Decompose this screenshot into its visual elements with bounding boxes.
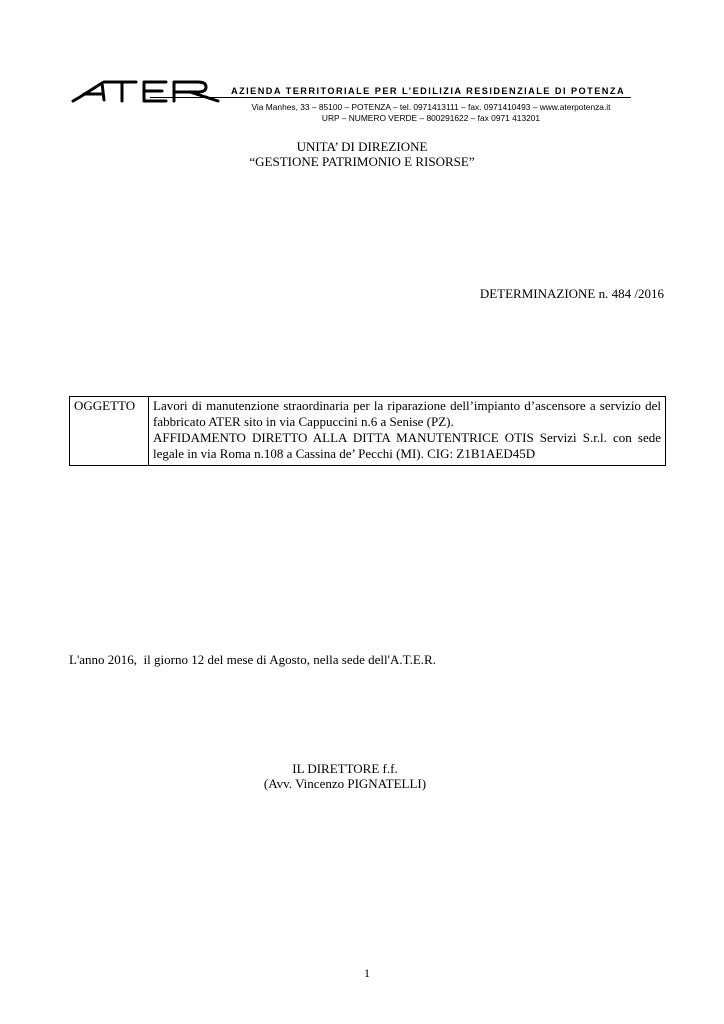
subject-label: OGGETTO [70, 397, 149, 466]
address-line-2: URP – NUMERO VERDE – 800291622 – fax 0971 413201 [321, 113, 541, 123]
page-number: 1 [364, 966, 370, 980]
determination-number: DETERMINAZIONE n. 484 /2016 [479, 286, 664, 301]
ater-logo [70, 78, 220, 104]
subject-text-cell [149, 397, 666, 466]
subject-paragraph-1: Lavori di manutenzione straordinaria per la riparazione dell’impianto d’ascensore a servizio del fabbricato ATER sito in via Cappuccini n.6 a Senise (PZ). [153, 398, 661, 429]
unit-title-line-2: “GESTIONE PATRIMONIO E RISORSE” [249, 154, 475, 169]
signatory-name: (Avv. Vincenzo PIGNATELLI) [263, 776, 427, 791]
organization-name: AZIENDA TERRITORIALE PER L’EDILIZIA RESIDENZIALE DI POTENZA [231, 86, 626, 96]
address-line-1: Via Manhes, 33 – 85100 – POTENZA – tel. 0971413111 – fax. 0971410493 – www.aterpotenza.it [251, 102, 611, 112]
unit-title-line-1: UNITA’ DI DIREZIONE [296, 139, 428, 154]
subject-table [69, 396, 666, 466]
signatory-title: IL DIRETTORE f.f. [292, 761, 398, 776]
intro-text: L'anno 2016, il giorno 12 del mese di Agosto, nella sede dell'A.T.E.R. [69, 652, 436, 667]
subject-row [70, 397, 666, 466]
subject-paragraph-2: AFFIDAMENTO DIRETTO ALLA DITTA MANUTENTRICE OTIS Servizi S.r.l. con sede legale in via Roma n.108 a Cassina de’ Pecchi (MI). CIG: Z1B1AED45D [153, 430, 661, 461]
header-divider [150, 97, 631, 98]
